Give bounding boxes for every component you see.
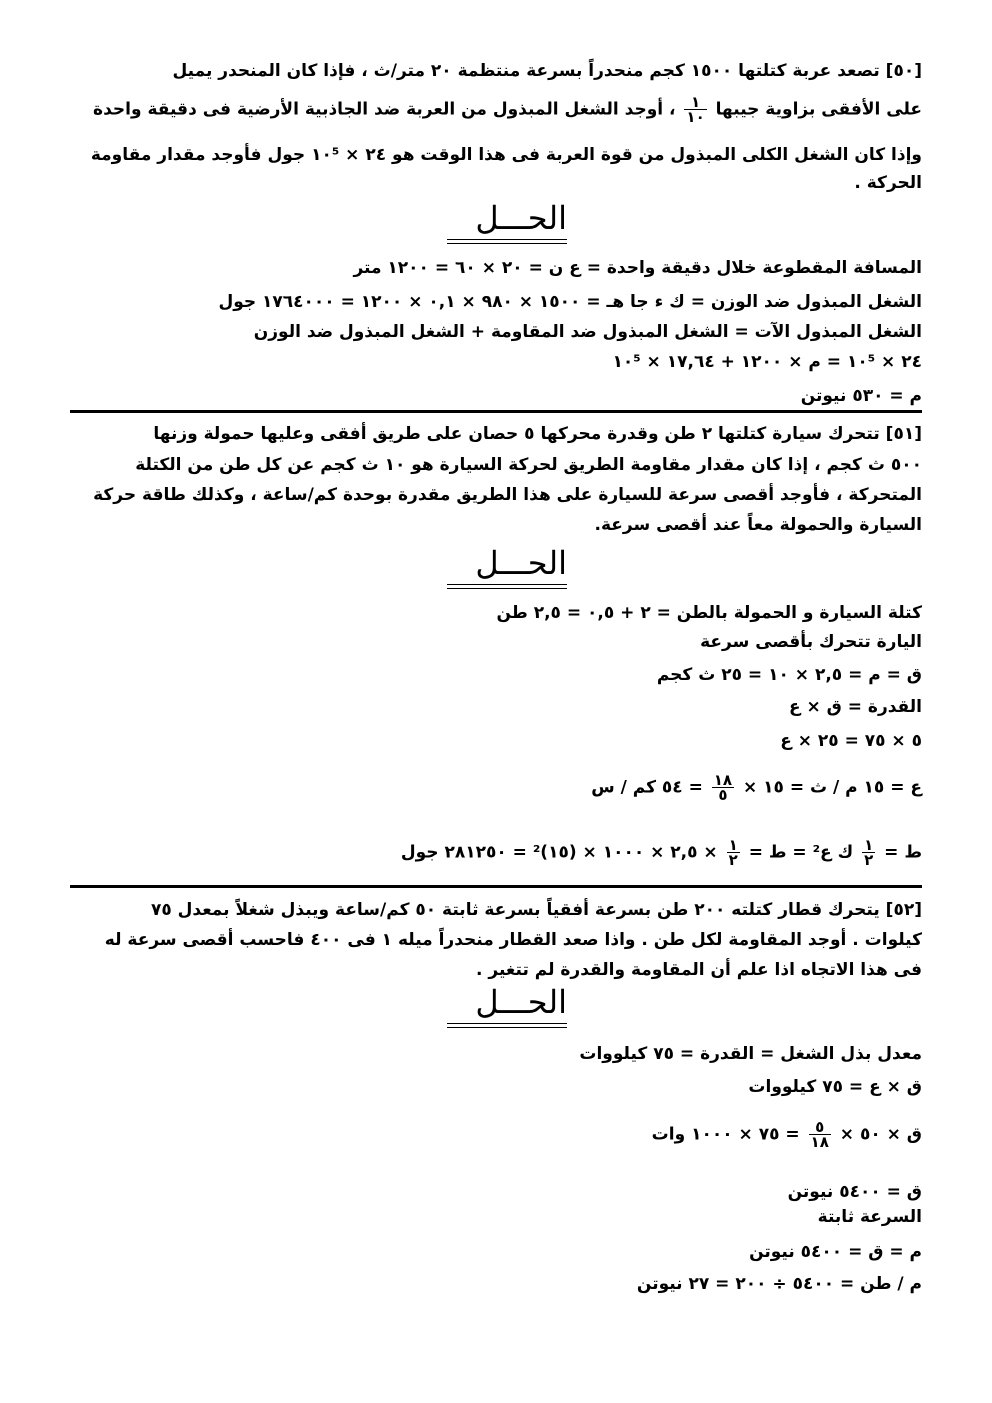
p52-step-1: معدل بذل الشغل = القدرة = ٧٥ كيلووات (579, 1044, 922, 1064)
p51-step-5: ٥ × ٧٥ = ٢٥ × ع (780, 731, 922, 751)
p50-step-3: الشغل المبذول الآت = الشغل المبذول ضد المقاومة + الشغل المبذول ضد الوزن (253, 322, 922, 342)
problem-52-line-2: كيلوات . أوجد المقاومة لكل طن . واذا صعد القطار منحدراً ميله ١ فى ٤٠٠ فاحسب أقصى سرعة له (104, 930, 922, 950)
p52-step-2: ق × ع = ٧٥ كيلووات (748, 1077, 922, 1097)
p51-step-3: ق = م = ٢,٥ × ١٠ = ٢٥ ث كجم (656, 665, 922, 685)
p51-step-2: اليارة تتحرك بأقصى سرعة (700, 632, 922, 652)
p50-step-4: ٢٤ × ١٠⁵ = م × ١٢٠٠ + ١٧,٦٤ × ١٠⁵ (612, 352, 922, 372)
p50-step-1: المسافة المقطوعة خلال دقيقة واحدة = ع ن = ٢٠ × ٦٠ = ١٢٠٠ متر (353, 258, 922, 278)
fraction-18-over-5: $\frac{١٨}{٥}$ (713, 771, 733, 804)
p52-step-7: م / طن = ٥٤٠٠ ÷ ٢٠٠ = ٢٧ نيوتن (636, 1274, 922, 1294)
fraction-half-b: $\frac{١}{٢}$ (728, 836, 738, 869)
solution-heading-51: الحـــل (447, 546, 567, 594)
p50-step-2: الشغل المبذول ضد الوزن = ك ء جا هـ = ١٥٠٠ × ٩٨٠ × ٠,١ × ١٢٠٠ = ١٧٦٤٠٠٠ جول (218, 292, 922, 312)
fraction-half-a: $\frac{١}{٢}$ (864, 836, 874, 869)
p51-step-4: القدرة = ق × ع (788, 697, 922, 717)
section-divider (70, 410, 922, 413)
p52-step-4: ق = ٥٤٠٠ نيوتن (787, 1182, 922, 1202)
problem-52-line-1: [٥٢] يتحرك قطار كتلته ٢٠٠ طن بسرعة أفقياً بسرعة ثابتة ٥٠ كم/ساعة ويبذل شغلاً بمعدل ٧٥ (150, 900, 922, 920)
problem-50-line-3: وإذا كان الشغل الكلى المبذول من قوة العربة فى هذا الوقت هو ٢٤ × ١٠⁵ جول فأوجد مقدار مقاومة (90, 145, 922, 165)
problem-51-line-2: ٥٠٠ ث كجم ، إذا كان مقدار مقاومة الطريق لحركة السيارة هو ١٠ ث كجم عن كل طن من الكتلة (135, 455, 922, 475)
solution-heading-50: الحـــل (447, 201, 567, 249)
problem-50-line-1: [٥٠] تصعد عربة كتلتها ١٥٠٠ كجم منحدراً بسرعة منتظمة ٢٠ متر/ث ، فإذا كان المنحدر يميل (172, 61, 922, 81)
problem-52-line-3: فى هذا الاتجاه اذا علم أن المقاومة والقدرة لم تتغير . (476, 960, 922, 980)
p51-step-7: ط = $\frac{١}{٢}$ ك ع² = ط = $\frac{١}{٢}$ × ٢,٥ × ١٠٠٠ × (١٥)² = ٢٨١٢٥٠ جول (400, 836, 922, 869)
problem-50-line-2: على الأفقى بزاوية جيبها $\frac{١}{١٠}$ ، أوجد الشغل المبذول من العربة ضد الجاذبية الأرضية فى دقيقة واحدة (93, 93, 922, 126)
p51-step-6: ع = ١٥ م / ث = ١٥ × $\frac{١٨}{٥}$ = ٥٤ كم / س (591, 771, 922, 804)
problem-51-line-4: السيارة والحمولة معاً عند أقصى سرعة. (594, 515, 922, 535)
problem-51-line-1: [٥١] تتحرك سيارة كتلتها ٢ طن وقدرة محركها ٥ حصان على طريق أفقى وعليها حمولة وزنها (153, 424, 922, 444)
p52-step-3: ق × ٥٠ × $\frac{٥}{١٨}$ = ٧٥ × ١٠٠٠ وات (651, 1118, 922, 1151)
p52-step-6: م = ق = ٥٤٠٠ نيوتن (749, 1242, 922, 1262)
problem-51-line-3: المتحركة ، فأوجد أقصى سرعة للسيارة على هذا الطريق مقدرة بوحدة كم/ساعة ، وكذلك طاقة حركة (93, 485, 922, 505)
p51-step-1: كتلة السيارة و الحمولة بالطن = ٢ + ٠,٥ = ٢,٥ طن (496, 603, 922, 623)
solution-heading-52: الحـــل (447, 985, 567, 1033)
fraction-5-over-18: $\frac{٥}{١٨}$ (810, 1118, 829, 1151)
p50-step-5: م = ٥٣٠ نيوتن (800, 386, 922, 406)
fraction-one-tenth: $\frac{١}{١٠}$ (686, 93, 705, 126)
section-divider (70, 885, 922, 888)
p52-step-5: السرعة ثابتة (817, 1207, 922, 1227)
problem-50-line-4: الحركة . (854, 173, 922, 193)
